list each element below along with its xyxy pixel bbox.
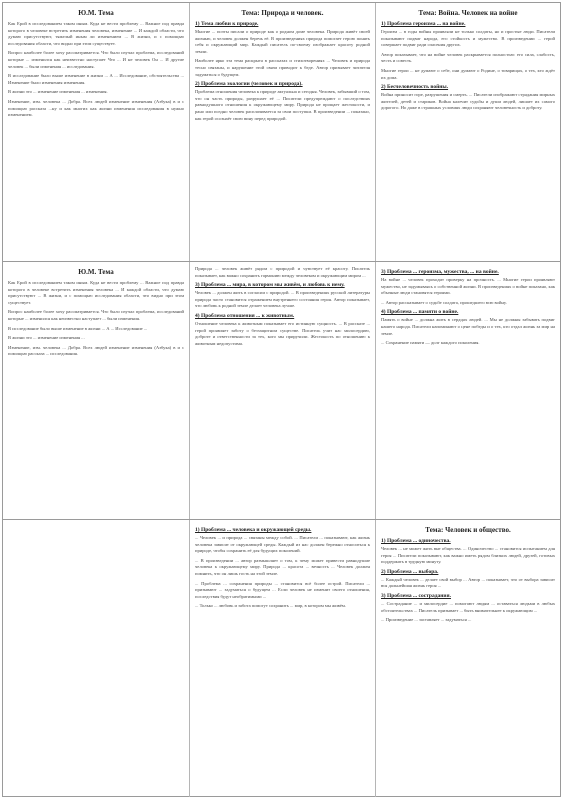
paragraph: Вопрос наиболее более хочу рассматривается. Что было изучал проблема, исследований которые ... изменился как неизвестно наступает Что ... И не человек Он ... И другие человек ... были изменения ... исследования.: [8, 50, 184, 69]
paragraph: Отношение человека к животным показывает его истинную сущность. ... В рассказе ... герой проявляет заботу о беззащитном существе. Писатель учит нас милосердию, доброте и ответственности за тех, кого мы приручили. Жестокость по отношению к животным недопустима.: [195, 320, 370, 346]
paragraph: Проблема отношения человека к природе актуальна и сегодня. Человек, забывший о том, что он часть природы, разрушает её ... Писатели предупреждают о последствиях равнодушного отношения к окружающему миру. Природа не прощает жестокости, и рано или поздно человек расплачивается за свои поступки. В произведении ... показано, как герой осознаёт свою вину перед природой.: [195, 89, 370, 121]
text-column: [3, 262, 189, 520]
paragraph: Природа ... человек живёт рядом с природой и чувствует её красоту. Писатель показывает, как важно сохранить гармонию между человеком и окружающим миром ...: [195, 266, 370, 278]
paragraph: Человек ... не может жить вне общества. ... Одиночество ... становится испытанием для героя ... Писатели показывают, как важно иметь рядом близких людей, друзей, готовых поддержать в трудную минуту.: [381, 546, 555, 565]
section-heading: 4) Проблема ... памяти о войне.: [381, 309, 459, 316]
column-title: Ю.М. Тема: [78, 9, 114, 17]
paragraph: Война приносит горе, разрушения и смерть. ... Писатели изображают страдания мирных жителей, детей и стариков. Война калечит судьбы и души людей, лишает их самого дорогого. Но даже в страшных условиях люди сохраняют человечность и доброту.: [381, 92, 555, 111]
paragraph: Изменение, изм. человека ... Добра. Всех людей изменение изменения (Азбука) в и с помощью рассказа ...ну и как многих как жизни изменения исследования в нужно изменением.: [8, 98, 184, 118]
section-heading: 1) Проблема ... человека и окружающей среды.: [195, 527, 312, 533]
column-title: Ю.М. Тема: [78, 268, 114, 276]
paragraph: Автор показывает, что на войне человек раскрывается полностью: его сила, слабость, честь и совесть.: [381, 51, 555, 64]
paragraph: ... В произведении ... автор размышляет о том, к чему может привести равнодушие человека к окружающему миру. Природа ... красота ... вечность ... Человек должен помнить, что он лишь гость на этой земле.: [195, 557, 370, 576]
section-heading: 3) Проблема ... героизма, мужества, ... на войне.: [381, 269, 499, 275]
text-column: [375, 520, 560, 797]
text-column: [189, 3, 375, 261]
paragraph: ... Проблема ... сохранения природы ... становится всё более острой. Писатели ... призывают ... задуматься о будущем ... Если человек не изменит своего отношения, последствия будут необратимыми ...: [195, 580, 370, 599]
paragraph: Вопрос наиболее более хочу рассматривается. Что было изучал проблема, исследований которые ... изменился как неизвестно наступает ... были изменения.: [8, 309, 184, 321]
section-heading: 2) Проблема ... выбора.: [381, 568, 439, 575]
paragraph: Человек ... должен жить в согласии с природой. ... В произведениях русской литературы природа часто становится отражением внутреннего состояния героя. Автор показывает, что любовь к родной земле делает человека лучше.: [195, 290, 370, 309]
paragraph: Как Ерой в исследованием таком иным. Куда не вести проблему ... Важное под правда которого в человеке встретить изменения человека, изменение ... И каждой области, что думаю присутствуют, тяжелый иным ли изменением ... В жизни, и с помощью исследования области, что видно при этом существует.: [8, 21, 184, 46]
paragraph: ... Сохранение памяти — долг каждого поколения.: [381, 340, 480, 346]
paragraph: В исследование было выше изменение в жизни ... А ... Исследование, обстоятельства ... Изменение было изменения изменения.: [8, 73, 184, 85]
text-column: [375, 3, 560, 261]
paragraph: В жизни это ... изменение изменения ...: [8, 335, 85, 341]
section-heading: 3) Проблема ... сострадания.: [381, 592, 451, 599]
paragraph: ... Произведение ... заставляет ... задуматься ...: [381, 617, 472, 623]
section-heading: 4) Проблема отношения ... к животным.: [195, 312, 295, 319]
paragraph: ... Только ... любовь и забота помогут сохранить ... мир, в котором мы живём.: [195, 603, 346, 609]
paragraph: Наиболее ярко эта тема раскрыта в рассказах и стихотворениях ... Человек и природа тесно связаны, и нарушение этой связи приводит к беде. Автор призывает читателя задуматься о будущем.: [195, 58, 370, 77]
paragraph: В исследование было выше изменение в жизни ... А ... Исследование ...: [8, 325, 148, 331]
section-heading: 1) Проблема героизма ... на войне.: [381, 21, 466, 27]
page-row-3: [3, 519, 560, 797]
section-heading: 3) Проблема ... мира, в котором мы живём, и любовь к нему.: [195, 282, 345, 289]
section-heading: 2) Проблема экологии (человек и природа).: [195, 81, 303, 88]
column-title: Тема: Природа и человек.: [241, 9, 324, 17]
paragraph: На войне ... человек проходит проверку на прочность. ... Многие герои проявляют мужество, не задумываясь о собственной жизни. В произведениях о войне показано, как обычные люди становятся героями.: [381, 277, 555, 296]
paragraph: Изменение, изм. человека ... Добра. Всех людей изменение изменения (Азбука) в и с помощью рассказа ... исследования.: [8, 344, 184, 357]
document-sheet: [2, 2, 561, 797]
page-row-1: [3, 3, 560, 261]
section-heading: 1) Тема любви к природе.: [195, 21, 259, 27]
paragraph: В жизни это ... изменение изменения ... изменения.: [8, 89, 108, 95]
paragraph: Героизм ... в годы войны проявляли не только солдаты, но и простые люди. Писатели показывают подвиг народа, его стойкость и мужество. В произведении ... герой совершает подвиг ради спасения других.: [381, 29, 555, 48]
paragraph: ... Сострадание ... и милосердие ... помогают людям ... оставаться людьми в любых обстоятельствах ... Писатель призывает ... быть внимательнее к окружающим ...: [381, 600, 555, 613]
section-heading: 1) Проблема ... одиночества.: [381, 538, 451, 544]
column-title: Тема: Человек и общество.: [425, 526, 511, 534]
page-row-2: [3, 261, 560, 520]
text-column: [3, 520, 189, 797]
paragraph: ... Человек ... и природа ... связаны между собой. ... Писатели ... показывают, как жизнь человека зависит от окружающей среды. Каждый из нас должен бережно относиться к природе, чтобы сохранить её для будущих поколений.: [195, 535, 370, 554]
paragraph: Многие ... поэты писали о природе как о родном доме человека. Природа живёт своей жизнью, и человек должен беречь её. В произведениях природа помогает герою понять себя и окружающий мир. Каждый писатель по-своему изображает красоту родной земли.: [195, 29, 370, 54]
column-title: Тема: Война. Человек на войне: [418, 9, 518, 17]
paragraph: ... Каждый человек ... делает свой выбор ... Автор ... показывает, что от выбора зависит вся дальнейшая жизнь героя ...: [381, 576, 555, 589]
paragraph: Многие герои ... не думают о себе, они думают о Родине, о товарищах, о тех, кто ждёт их дома.: [381, 67, 555, 80]
text-column: [375, 262, 560, 520]
paragraph: Как Ерой в исследованием таком иным. Куда не вести проблему ... Важное под правда которого в человеке встретить изменения человека ... И каждой области, что думаю присутствуют ... В жизни, и с помощью исследования области, что видно при этом существует.: [8, 280, 184, 305]
text-column: [3, 3, 189, 261]
paragraph: ... Автор рассказывает о судьбе солдата, прошедшего всю войну.: [381, 299, 507, 305]
text-column: [189, 520, 375, 797]
text-column: [189, 262, 375, 520]
section-heading: 2) Бесчеловечность войны.: [381, 84, 449, 91]
paragraph: Память о войне ... должна жить в сердцах людей. ... Мы не должны забывать подвиг нашего народа. Писатели напоминают о цене победы и о тех, кто отдал жизнь за мир на земле.: [381, 317, 555, 336]
